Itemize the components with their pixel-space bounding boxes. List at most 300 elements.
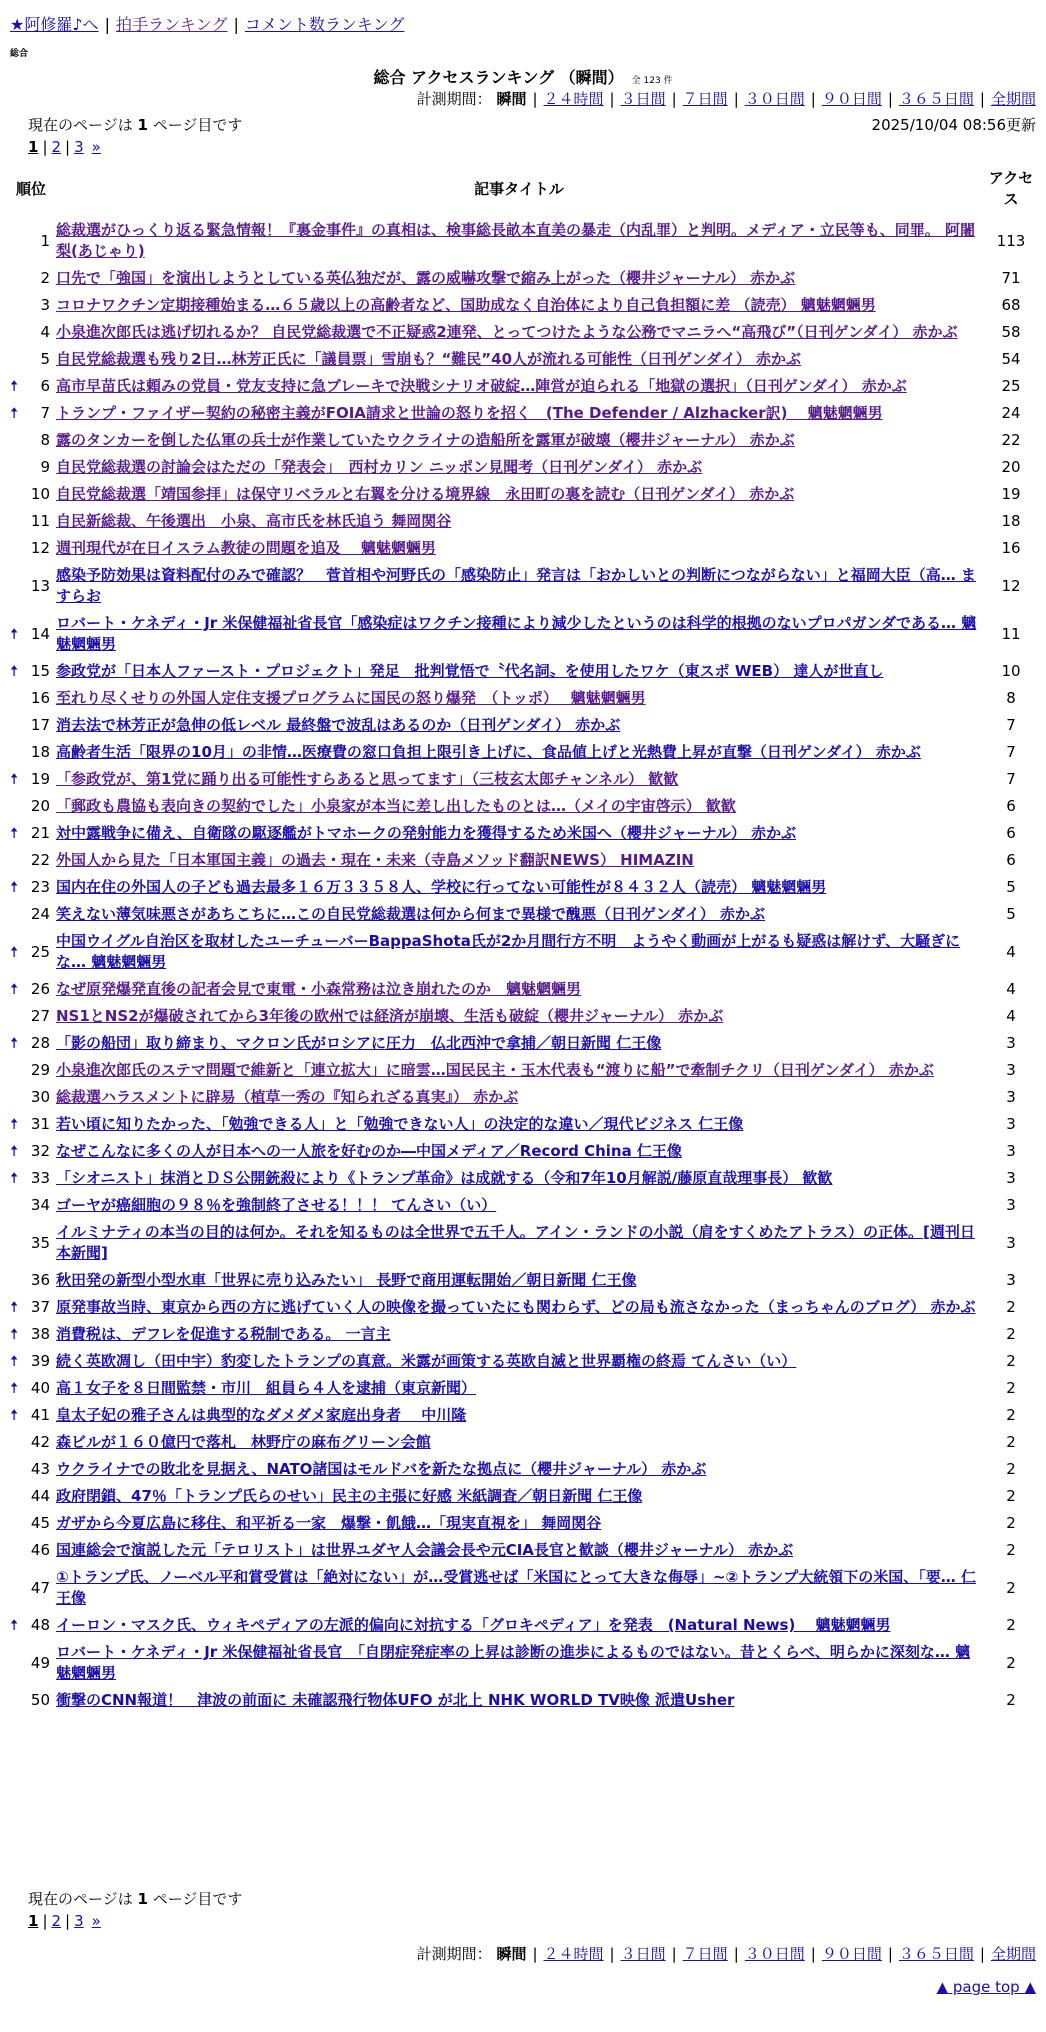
article-link[interactable]: 衝撃のCNN報道！ 津波の前面に 未確認飛行物体UFO が北上 NHK WORLD TV映像 派遣Usher xyxy=(56,1691,735,1709)
period-3d[interactable]: ３日間 xyxy=(620,1945,666,1963)
article-link[interactable]: イルミナティの本当の目的は何か。それを知るものは全世界で五千人。アイン・ランドの小説（肩をすくめたアトラス）の正体。[週刊日本新聞] xyxy=(56,1223,975,1262)
table-row xyxy=(8,1030,1038,1057)
period-7d[interactable]: ７日間 xyxy=(682,1945,728,1963)
article-link[interactable]: ガザから今夏広島に移住、和平祈る一家 爆撃・飢餓…「現実直視を」 舞岡関谷 xyxy=(56,1514,602,1532)
rank-up-arrow-icon: 🠅 xyxy=(10,1325,19,1343)
applause-ranking-link[interactable]: 拍手ランキング xyxy=(115,15,228,34)
table-row xyxy=(8,1219,1038,1267)
rank-number: 30 xyxy=(30,1088,50,1106)
period-3d[interactable]: ３日間 xyxy=(620,90,666,108)
pager-page-2[interactable]: 2 xyxy=(51,138,62,156)
article-title-cell xyxy=(54,1219,984,1267)
article-link[interactable]: 秋田発の新型小型水車「世界に売り込みたい」 長野で商用運転開始／朝日新聞 仁王像 xyxy=(56,1271,637,1289)
article-title-cell xyxy=(54,820,984,847)
rank-arrow-cell xyxy=(8,346,26,373)
access-count: 2 xyxy=(1006,1406,1016,1424)
page-info-top: 現在のページは 1 ページ目です xyxy=(28,116,243,134)
access-count: 3 xyxy=(1006,1142,1016,1160)
article-link[interactable]: 小泉進次郎氏は逃げ切れるか？ 自民党総裁選で不正疑惑2連発、とってつけたような公務でマニラへ“高飛び”（日刊ゲンダイ） 赤かぶ xyxy=(56,323,958,341)
rank-number: 6 xyxy=(40,377,50,395)
access-count: 12 xyxy=(1001,576,1021,595)
table-header xyxy=(8,165,1038,217)
article-link[interactable]: コロナワクチン定期接種始まる…６５歳以上の高齢者など、国助成なく自治体により自己負担額に差 （読売） 魑魅魍魎男 xyxy=(56,296,876,314)
table-row xyxy=(8,454,1038,481)
rank-arrow-cell xyxy=(8,1483,26,1510)
page-top-link[interactable]: ▲ page top ▲ xyxy=(936,1978,1036,1996)
rank-number: 36 xyxy=(30,1271,50,1289)
rank-number: 45 xyxy=(30,1514,50,1532)
rank-arrow-cell xyxy=(8,319,26,346)
article-title-cell xyxy=(54,1003,984,1030)
article-title-cell xyxy=(54,454,984,481)
article-title-cell xyxy=(54,346,984,373)
category-label: 総合 xyxy=(10,49,29,59)
rank-number: 7 xyxy=(40,404,50,422)
article-link[interactable]: 週刊現代が在日イスラム教徒の問題を追及 魑魅魍魎男 xyxy=(56,539,436,557)
rank-arrow-cell xyxy=(8,217,26,265)
rank-arrow-cell xyxy=(8,1687,26,1714)
rank-arrow-cell xyxy=(8,535,26,562)
rank-number: 47 xyxy=(30,1578,50,1597)
pager-bottom: 1 | 2 | 3 » xyxy=(28,1912,101,1930)
article-link[interactable]: 至れり尽くせりの外国人定住支援プログラムに国民の怒り爆発 （トッポ） 魑魅魍魎男 xyxy=(56,689,646,707)
article-link[interactable]: 国内在住の外国人の子ども過去最多１６万３３５８人、学校に行ってない可能性が８４３２人（読売） 魑魅魍魎男 xyxy=(56,878,827,896)
table-row xyxy=(8,793,1038,820)
pager-page-2[interactable]: 2 xyxy=(51,1912,62,1930)
article-link[interactable]: なぜこんなに多くの人が日本への一人旅を好むのか―中国メディア／Record China 仁王像 xyxy=(56,1142,682,1160)
article-link[interactable]: 若い頃に知りたかった、「勉強できる人」と「勉強できない人」の決定的な違い／現代ビジネス 仁王像 xyxy=(56,1115,744,1133)
access-count: 22 xyxy=(1001,431,1021,449)
access-count: 3 xyxy=(1006,1115,1016,1133)
table-row xyxy=(8,1456,1038,1483)
rank-arrow-cell xyxy=(8,1267,26,1294)
article-link[interactable]: 高１女子を８日間監禁・市川 組員ら４人を逮捕（東京新聞） xyxy=(56,1379,477,1397)
table-row xyxy=(8,373,1038,400)
article-title-cell xyxy=(54,739,984,766)
article-link[interactable]: トランプ・ファイザー契約の秘密主義がFOIA請求と世論の怒りを招く (The Defender / Alzhacker訳) 魑魅魍魎男 xyxy=(56,404,883,422)
article-link[interactable]: 自民党総裁選「靖国参拝」は保守リベラルと右翼を分ける境界線 永田町の裏を読む（日刊ゲンダイ） 赤かぶ xyxy=(56,485,795,503)
rank-header: 順位 xyxy=(15,179,46,198)
article-link[interactable]: 中国ウイグル自治区を取材したユーチューバーBappaShota氏が2か月間行方不明 ようやく動画が上がるも疑惑は解けず、大騒ぎにな… 魑魅魍魎男 xyxy=(56,932,961,971)
article-link[interactable]: 外国人から見た「日本軍国主義」の過去・現在・未来（寺島メソッド翻訳NEWS） HIMAZIN xyxy=(56,851,694,869)
period-30d[interactable]: ３０日間 xyxy=(744,90,805,108)
rank-up-arrow-icon: 🠅 xyxy=(10,770,19,788)
article-link[interactable]: 政府閉鎖、47％「トランプ氏らのせい」民主の主張に好感 米紙調査／朝日新聞 仁王像 xyxy=(56,1487,643,1505)
table-row xyxy=(8,685,1038,712)
access-count: 19 xyxy=(1001,485,1021,503)
table-row xyxy=(8,562,1038,610)
article-title-cell xyxy=(54,1267,984,1294)
access-count: 2 xyxy=(1006,1514,1016,1532)
table-row xyxy=(8,874,1038,901)
article-title-cell xyxy=(54,685,984,712)
rank-arrow-cell xyxy=(8,685,26,712)
article-title-cell xyxy=(54,1687,984,1714)
article-title-cell xyxy=(54,658,984,685)
rank-arrow-cell xyxy=(8,712,26,739)
article-title-cell xyxy=(54,1402,984,1429)
rank-up-arrow-icon: 🠅 xyxy=(10,942,19,961)
title-header: 記事タイトル xyxy=(474,179,564,198)
table-row xyxy=(8,1537,1038,1564)
article-link[interactable]: 皇太子妃の雅子さんは典型的なダメダメ家庭出身者 中川隆 xyxy=(56,1406,467,1424)
pager-page-3[interactable]: 3 xyxy=(74,138,84,156)
rank-arrow-cell xyxy=(8,793,26,820)
updated-time: 2025/10/04 08:56更新 xyxy=(871,116,1036,134)
total-count: 全 123 件 xyxy=(631,76,673,86)
period-365d[interactable]: ３６５日間 xyxy=(898,1945,974,1963)
rank-number: 4 xyxy=(40,323,50,341)
access-count: 2 xyxy=(1006,1541,1016,1559)
article-link[interactable]: 「郵政も農協も表向きの契約でした」小泉家が本当に差し出したものとは…（メイの宇宙啓示） 歓歓 xyxy=(56,797,736,815)
rank-number: 25 xyxy=(30,942,50,961)
rank-arrow-cell xyxy=(8,1639,26,1687)
access-count: 7 xyxy=(1006,770,1016,788)
article-link[interactable]: 対中露戦争に備え、自衛隊の駆逐艦がトマホークの発射能力を獲得するため米国へ（櫻井ジャーナル） 赤かぶ xyxy=(56,824,797,842)
comment-ranking-link[interactable]: コメント数ランキング xyxy=(244,15,405,34)
article-link[interactable]: 総裁選ハラスメントに辟易（植草一秀の『知られざる真実』） 赤かぶ xyxy=(56,1088,519,1106)
table-row xyxy=(8,427,1038,454)
table-row xyxy=(8,1639,1038,1687)
access-count: 113 xyxy=(996,231,1026,250)
article-link[interactable]: 感染予防効果は資料配付のみで確認？ 菅首相や河野氏の「感染防止」発言は「おかしいとの判断につながらない」と福岡大臣（高… ますらお xyxy=(56,566,976,605)
page-title: 総合 アクセスランキング （瞬間） xyxy=(373,68,624,87)
table-row xyxy=(8,1483,1038,1510)
article-title-cell xyxy=(54,901,984,928)
article-title-cell xyxy=(54,712,984,739)
article-link[interactable]: 高齢者生活「限界の10月」の非情…医療費の窓口負担上限引き上げに、食品値上げと光熱費上昇が直撃（日刊ゲンダイ） 赤かぶ xyxy=(56,743,921,761)
article-title-cell xyxy=(54,1138,984,1165)
access-count: 7 xyxy=(1006,716,1016,734)
access-count: 3 xyxy=(1006,1169,1016,1187)
rank-arrow-cell xyxy=(8,1084,26,1111)
article-link[interactable]: 続く英欧凋し（田中宇）豹変したトランプの真意。米露が画策する英欧自滅と世界覇権の終焉 てんさい（い） xyxy=(56,1352,797,1370)
rank-number: 18 xyxy=(30,743,50,761)
table-row xyxy=(8,1084,1038,1111)
article-link[interactable]: NS1とNS2が爆破されてから3年後の欧州では経済が崩壊、生活も破綻（櫻井ジャーナル） 赤かぶ xyxy=(56,1007,724,1025)
article-title-cell xyxy=(54,319,984,346)
access-count: 2 xyxy=(1006,1653,1016,1672)
rank-number: 10 xyxy=(30,485,50,503)
rank-number: 34 xyxy=(30,1196,50,1214)
rank-number: 28 xyxy=(30,1034,50,1052)
article-title-cell xyxy=(54,1456,984,1483)
article-title-cell xyxy=(54,847,984,874)
article-title-cell xyxy=(54,481,984,508)
access-count: 3 xyxy=(1006,1233,1016,1252)
rank-arrow-cell xyxy=(8,292,26,319)
article-title-cell xyxy=(54,1084,984,1111)
access-count: 68 xyxy=(1001,296,1021,314)
access-count: 4 xyxy=(1006,980,1016,998)
rank-number: 24 xyxy=(30,905,50,923)
access-count: 2 xyxy=(1006,1433,1016,1451)
access-count: 2 xyxy=(1006,1460,1016,1478)
table-row xyxy=(8,1267,1038,1294)
article-title-cell xyxy=(54,1057,984,1084)
rank-arrow-cell xyxy=(8,1057,26,1084)
article-link[interactable]: 口先で「強国」を演出しようとしている英仏独だが、露の威嚇攻撃で縮み上がった（櫻井ジャーナル） 赤かぶ xyxy=(56,269,796,287)
rank-number: 40 xyxy=(30,1379,50,1397)
home-link[interactable]: ★阿修羅♪へ xyxy=(10,15,99,34)
rank-arrow-cell xyxy=(8,562,26,610)
rank-number: 5 xyxy=(40,350,50,368)
article-title-cell xyxy=(54,1030,984,1057)
article-link[interactable]: 「シオニスト」抹消とＤＳ公開銃殺により《トランプ革命》は成就する（令和7年10月解説/藤原直哉理事長） 歓歓 xyxy=(56,1169,833,1187)
rank-number: 32 xyxy=(30,1142,50,1160)
access-count: 6 xyxy=(1006,797,1016,815)
rank-number: 38 xyxy=(30,1325,50,1343)
rank-up-arrow-icon: 🠅 xyxy=(10,1352,19,1370)
article-link[interactable]: 自民党総裁選も残り2日…林芳正氏に「議員票」雪崩も？“難民”40人が流れる可能性（日刊ゲンダイ） 赤かぶ xyxy=(56,350,802,368)
table-row xyxy=(8,508,1038,535)
article-link[interactable]: 露のタンカーを倒した仏軍の兵士が作業していたウクライナの造船所を露軍が破壊（櫻井ジャーナル） 赤かぶ xyxy=(56,431,795,449)
article-title-cell xyxy=(54,976,984,1003)
page-info-bottom: 現在のページは 1 ページ目です xyxy=(28,1890,243,1908)
pager-next[interactable]: » xyxy=(91,1912,101,1930)
period-all[interactable]: 全期間 xyxy=(990,90,1036,108)
access-count: 2 xyxy=(1006,1325,1016,1343)
rank-up-arrow-icon: 🠅 xyxy=(10,1406,19,1424)
table-row xyxy=(8,1375,1038,1402)
article-link[interactable]: 原発事故当時、東京から西の方に逃げていく人の映像を撮っていたにも関わらず、どの局も流さなかった（まっちゃんのブログ） 赤かぶ xyxy=(56,1298,976,1316)
article-title-cell xyxy=(54,766,984,793)
rank-number: 42 xyxy=(30,1433,50,1451)
article-link[interactable]: 参政党が「日本人ファースト・プロジェクト」発足 批判覚悟で〝代名詞〟を使用したワケ（東スポ WEB） 達人が世直し xyxy=(56,662,884,680)
access-count: 25 xyxy=(1001,377,1021,395)
article-title-cell xyxy=(54,427,984,454)
rank-up-arrow-icon: 🠅 xyxy=(10,377,19,395)
article-link[interactable]: 消去法で林芳正が急伸の低レベル 最終盤で波乱はあるのか（日刊ゲンダイ） 赤かぶ xyxy=(56,716,621,734)
rank-arrow-cell xyxy=(8,1564,26,1612)
article-link[interactable]: なぜ原発爆発直後の記者会見で東電・小森常務は泣き崩れたのか 魑魅魍魎男 xyxy=(56,980,582,998)
article-link[interactable]: 森ビルが１６０億円で落札 林野庁の麻布グリーン会館 xyxy=(56,1433,431,1451)
rank-number: 26 xyxy=(30,980,50,998)
rank-number: 13 xyxy=(30,576,50,595)
pager-top: 1 | 2 | 3 » xyxy=(28,138,101,156)
access-count: 4 xyxy=(1006,942,1016,961)
rank-up-arrow-icon: 🠅 xyxy=(10,624,19,643)
table-row xyxy=(8,658,1038,685)
period-label: 計測期間： xyxy=(416,90,492,108)
table-row xyxy=(8,1294,1038,1321)
access-count: 71 xyxy=(1001,269,1021,287)
period-selector-top: 計測期間： 瞬間 | ２４時間 | ３日間 | ７日間 | ３０日間 | ９０日間 | ３６５日間 | 全期間 xyxy=(416,90,1036,108)
rank-number: 27 xyxy=(30,1007,50,1025)
article-title-cell xyxy=(54,373,984,400)
article-title-cell xyxy=(54,217,984,265)
rank-up-arrow-icon: 🠅 xyxy=(10,1379,19,1397)
rank-up-arrow-icon: 🠅 xyxy=(10,980,19,998)
rank-number: 9 xyxy=(40,458,50,476)
rank-number: 37 xyxy=(30,1298,50,1316)
rank-number: 35 xyxy=(30,1233,50,1252)
rank-up-arrow-icon: 🠅 xyxy=(10,1169,19,1187)
access-count: 6 xyxy=(1006,824,1016,842)
access-count: 54 xyxy=(1001,350,1021,368)
table-row xyxy=(8,901,1038,928)
rank-number: 29 xyxy=(30,1061,50,1079)
article-link[interactable]: イーロン・マスク氏、ウィキペディアの左派的偏向に対抗する「グロキペディア」を発表 (Natural News) 魑魅魍魎男 xyxy=(56,1616,891,1634)
table-row xyxy=(8,1057,1038,1084)
access-count: 8 xyxy=(1006,689,1016,707)
article-title-cell xyxy=(54,1348,984,1375)
pager-next[interactable]: » xyxy=(91,138,101,156)
title-row xyxy=(0,65,1046,88)
rank-arrow-cell xyxy=(8,901,26,928)
rank-number: 8 xyxy=(40,431,50,449)
access-count: 2 xyxy=(1006,1298,1016,1316)
pager-page-3[interactable]: 3 xyxy=(74,1912,84,1930)
table-row xyxy=(8,1321,1038,1348)
article-title-cell xyxy=(54,1192,984,1219)
rank-number: 43 xyxy=(30,1460,50,1478)
access-count: 2 xyxy=(1006,1578,1016,1597)
access-count: 2 xyxy=(1006,1379,1016,1397)
table-row xyxy=(8,400,1038,427)
article-link[interactable]: ①トランプ氏、ノーベル平和賞受賞は「絶対にない」が…受賞逃せば「米国にとって大きな侮辱」~②トランプ大統領下の米国、「要… 仁王像 xyxy=(56,1568,976,1607)
table-row xyxy=(8,820,1038,847)
rank-number: 39 xyxy=(30,1352,50,1370)
period-label: 計測期間： xyxy=(416,1945,492,1963)
article-link[interactable]: 消費税は、デフレを促進する税制である。 一言主 xyxy=(56,1325,391,1343)
table-row xyxy=(8,217,1038,265)
rank-number: 1 xyxy=(40,231,50,250)
article-title-cell xyxy=(54,1375,984,1402)
article-link[interactable]: 「参政党が、第1党に踊り出る可能性すらあると思ってます」（三枝玄太郎チャンネル） 歓歓 xyxy=(56,770,679,788)
table-row xyxy=(8,346,1038,373)
period-7d[interactable]: ７日間 xyxy=(682,90,728,108)
article-title-cell xyxy=(54,1639,984,1687)
access-count: 6 xyxy=(1006,851,1016,869)
rank-arrow-cell xyxy=(8,427,26,454)
rank-arrow-cell xyxy=(8,1429,26,1456)
rank-number: 16 xyxy=(30,689,50,707)
table-row xyxy=(8,847,1038,874)
rank-up-arrow-icon: 🠅 xyxy=(10,1034,19,1052)
table-row xyxy=(8,1402,1038,1429)
access-count: 10 xyxy=(1001,662,1021,680)
table-row xyxy=(8,1003,1038,1030)
access-count: 3 xyxy=(1006,1271,1016,1289)
rank-arrow-cell xyxy=(8,1456,26,1483)
rank-arrow-cell xyxy=(8,847,26,874)
article-title-cell xyxy=(54,1165,984,1192)
article-title-cell xyxy=(54,928,984,976)
access-count: 11 xyxy=(1001,624,1021,643)
article-title-cell xyxy=(54,265,984,292)
table-row xyxy=(8,1138,1038,1165)
access-count: 20 xyxy=(1001,458,1021,476)
rank-arrow-cell xyxy=(8,739,26,766)
rank-number: 17 xyxy=(30,716,50,734)
rank-up-arrow-icon: 🠅 xyxy=(10,824,19,842)
rank-arrow-cell xyxy=(8,265,26,292)
table-row xyxy=(8,1192,1038,1219)
access-count: 24 xyxy=(1001,404,1021,422)
article-link[interactable]: 笑えない薄気味悪さがあちこちに…この自民党総裁選は何から何まで異様で醜悪（日刊ゲンダイ） 赤かぶ xyxy=(56,905,766,923)
period-current: 瞬間 xyxy=(496,90,527,108)
period-24h[interactable]: ２４時間 xyxy=(543,1945,604,1963)
article-link[interactable]: 自民党総裁選の討論会はただの「発表会」 西村カリン ニッポン見聞考（日刊ゲンダイ） 赤かぶ xyxy=(56,458,703,476)
rank-arrow-cell xyxy=(8,1219,26,1267)
article-title-cell xyxy=(54,535,984,562)
article-link[interactable]: 高市早苗氏は頼みの党員・党友支持に急ブレーキで決戦シナリオ破綻…陣営が迫られる「地獄の選択」（日刊ゲンダイ） 赤かぶ xyxy=(56,377,907,395)
article-title-cell xyxy=(54,508,984,535)
rank-number: 21 xyxy=(30,824,50,842)
article-title-cell xyxy=(54,1537,984,1564)
rank-up-arrow-icon: 🠅 xyxy=(10,404,19,422)
top-nav: ★阿修羅♪へ | 拍手ランキング | コメント数ランキング xyxy=(10,15,405,34)
article-link[interactable]: 小泉進次郎氏のステマ問題で維新と「連立拡大」に暗雲…国民民主・玉木代表も“渡りに船”で牽制チクリ（日刊ゲンダイ） 赤かぶ xyxy=(56,1061,934,1079)
pager-current: 1 xyxy=(28,138,39,156)
table-row xyxy=(8,1165,1038,1192)
rank-number: 11 xyxy=(30,512,50,530)
period-90d[interactable]: ９０日間 xyxy=(821,90,882,108)
table-row xyxy=(8,1687,1038,1714)
article-link[interactable]: 国連総会で演説した元「テロリスト」は世界ユダヤ人会議会長や元CIA長官と歓談（櫻井ジャーナル） 赤かぶ xyxy=(56,1541,794,1559)
rank-up-arrow-icon: 🠅 xyxy=(10,878,19,896)
access-count: 2 xyxy=(1006,1616,1016,1634)
article-link[interactable]: ロバート・ケネディ・Jr 米保健福祉省長官 「自閉症発症率の上昇は診断の進歩によるものではない。昔とくらべ、明らかに深刻な… 魑魅魍魎男 xyxy=(56,1643,971,1682)
period-selector-bottom: 計測期間： 瞬間 | ２４時間 | ３日間 | ７日間 | ３０日間 | ９０日間 | ３６５日間 | 全期間 xyxy=(416,1945,1036,1963)
table-row xyxy=(8,319,1038,346)
period-365d[interactable]: ３６５日間 xyxy=(898,90,974,108)
rank-number: 15 xyxy=(30,662,50,680)
rank-arrow-cell xyxy=(8,1192,26,1219)
rank-number: 33 xyxy=(30,1169,50,1187)
rank-number: 22 xyxy=(30,851,50,869)
rank-up-arrow-icon: 🠅 xyxy=(10,1115,19,1133)
article-link[interactable]: ゴーヤが癌細胞の９８％を強制終了させる！！！ てんさい（い） xyxy=(56,1196,497,1214)
rank-number: 31 xyxy=(30,1115,50,1133)
rank-number: 48 xyxy=(30,1616,50,1634)
table-row xyxy=(8,766,1038,793)
table-row xyxy=(8,535,1038,562)
article-title-cell xyxy=(54,1294,984,1321)
table-row xyxy=(8,712,1038,739)
access-count: 4 xyxy=(1006,1007,1016,1025)
period-24h[interactable]: ２４時間 xyxy=(543,90,604,108)
table-row xyxy=(8,1348,1038,1375)
period-all[interactable]: 全期間 xyxy=(990,1945,1036,1963)
access-count: 2 xyxy=(1006,1352,1016,1370)
article-link[interactable]: 総裁選がひっくり返る緊急情報！『裏金事件』の真相は、検事総長畝本直美の暴走（内乱罪）と判明。メディア・立民等も、同罪。 阿闍梨(あじゃり) xyxy=(56,221,976,260)
table-row xyxy=(8,1564,1038,1612)
rank-number: 50 xyxy=(30,1691,50,1709)
article-title-cell xyxy=(54,1429,984,1456)
article-link[interactable]: 自民新総裁、午後選出 小泉、高市氏を林氏追う 舞岡関谷 xyxy=(56,512,452,530)
period-30d[interactable]: ３０日間 xyxy=(744,1945,805,1963)
article-link[interactable]: ウクライナでの敗北を見据え、NATO諸国はモルドバを新たな拠点に（櫻井ジャーナル） 赤かぶ xyxy=(56,1460,707,1478)
rank-number: 44 xyxy=(30,1487,50,1505)
rank-number: 46 xyxy=(30,1541,50,1559)
table-row xyxy=(8,1510,1038,1537)
rank-number: 12 xyxy=(30,539,50,557)
period-90d[interactable]: ９０日間 xyxy=(821,1945,882,1963)
table-row xyxy=(8,1429,1038,1456)
pager-current: 1 xyxy=(28,1912,39,1930)
article-link[interactable]: ロバート・ケネディ・Jr 米保健福祉省長官「感染症はワクチン接種により減少したというのは科学的根拠のないプロパガンダである… 魑魅魍魎男 xyxy=(56,614,977,653)
rank-up-arrow-icon: 🠅 xyxy=(10,1616,19,1634)
access-count: 18 xyxy=(1001,512,1021,530)
access-count: 3 xyxy=(1006,1034,1016,1052)
rank-number: 49 xyxy=(30,1653,50,1672)
article-link[interactable]: 「影の船団」取り締まり、マクロン氏がロシアに圧力 仏北西沖で拿捕／朝日新聞 仁王像 xyxy=(56,1034,662,1052)
ranking-table xyxy=(8,165,1038,1714)
rank-number: 19 xyxy=(30,770,50,788)
rank-number: 41 xyxy=(30,1406,50,1424)
